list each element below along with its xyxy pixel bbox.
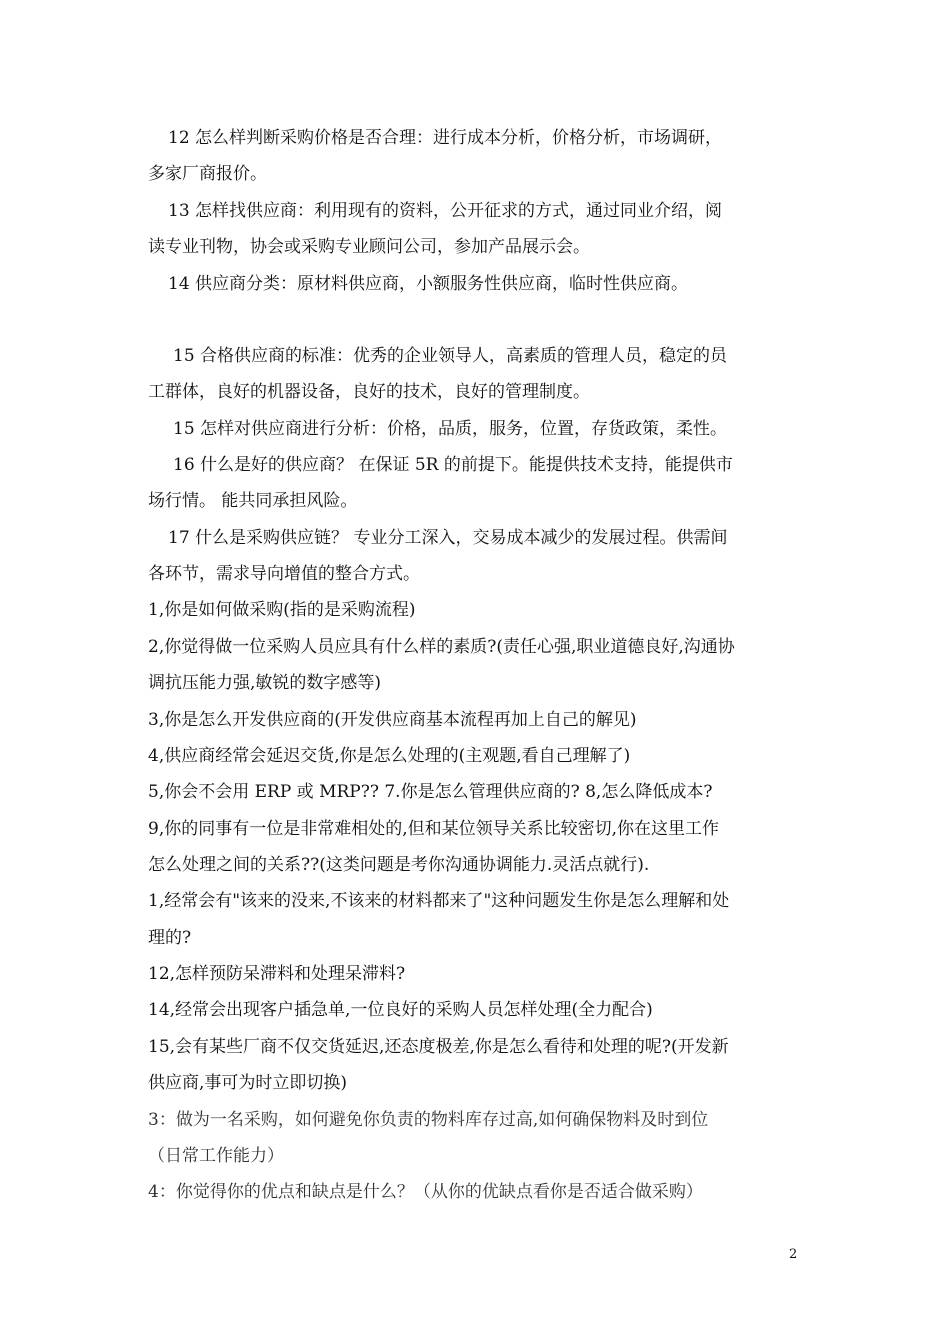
text-line: 供应商,事可为时立即切换) — [148, 1073, 348, 1093]
text-line: 16 什么是好的供应商？ 在保证 5R 的前提下。能提供技术支持，能提供市 — [173, 455, 733, 475]
text-line: （日常工作能力） — [148, 1146, 284, 1166]
text-line: 12 怎么样判断采购价格是否合理：进行成本分析，价格分析，市场调研， — [168, 128, 723, 148]
text-line: 13 怎样找供应商：利用现有的资料，公开征求的方式，通过同业介绍，阅 — [168, 201, 723, 221]
text-line: 3：做为一名采购，如何避免你负责的物料库存过高,如何确保物料及时到位 — [148, 1110, 709, 1130]
text-line: 调抗压能力强,敏锐的数字感等) — [148, 673, 382, 693]
text-line: 12,怎样预防呆滞料和处理呆滞料? — [148, 964, 406, 984]
text-line: 15 合格供应商的标准：优秀的企业领导人，高素质的管理人员，稳定的员 — [173, 346, 728, 366]
text-line: 15,会有某些厂商不仅交货延迟,还态度极差,你是怎么看待和处理的呢?(开发新 — [148, 1037, 729, 1057]
text-line: 4,供应商经常会延迟交货,你是怎么处理的(主观题,看自己理解了) — [148, 746, 631, 766]
text-line: 14,经常会出现客户插急单,一位良好的采购人员怎样处理(全力配合) — [148, 1000, 653, 1020]
text-line: 3,你是怎么开发供应商的(开发供应商基本流程再加上自己的解见) — [148, 710, 637, 730]
text-line: 9,你的同事有一位是非常难相处的,但和某位领导关系比较密切,你在这里工作 — [148, 819, 720, 839]
text-line: 4：你觉得你的优点和缺点是什么？（从你的优缺点看你是否适合做采购） — [148, 1182, 703, 1202]
text-line: 各环节，需求导向增值的整合方式。 — [148, 564, 420, 584]
text-line: 14 供应商分类：原材料供应商，小额服务性供应商，临时性供应商。 — [168, 274, 689, 294]
text-line: 2,你觉得做一位采购人员应具有什么样的素质?(责任心强,职业道德良好,沟通协 — [148, 637, 735, 657]
text-line: 1,经常会有"该来的没来,不该来的材料都来了"这种问题发生你是怎么理解和处 — [148, 891, 730, 911]
text-line: 怎么处理之间的关系??(这类问题是考你沟通协调能力.灵活点就行). — [148, 855, 650, 875]
text-line: 多家厂商报价。 — [148, 164, 267, 184]
text-line: 1,你是如何做采购(指的是采购流程) — [148, 600, 416, 620]
text-line: 场行情。 能共同承担风险。 — [148, 491, 358, 511]
text-line: 理的? — [148, 928, 192, 948]
page-number: 2 — [789, 1247, 798, 1262]
text-line: 17 什么是采购供应链？ 专业分工深入，交易成本减少的发展过程。供需间 — [168, 528, 728, 548]
text-line: 15 怎样对供应商进行分析：价格，品质，服务，位置，存货政策，柔性。 — [173, 419, 728, 439]
text-line: 读专业刊物，协会或采购专业顾问公司，参加产品展示会。 — [148, 237, 590, 257]
text-line: 工群体，良好的机器设备，良好的技术，良好的管理制度。 — [148, 382, 590, 402]
text-line: 5,你会不会用 ERP 或 MRP?? 7.你是怎么管理供应商的? 8,怎么降低成本? — [148, 782, 713, 802]
